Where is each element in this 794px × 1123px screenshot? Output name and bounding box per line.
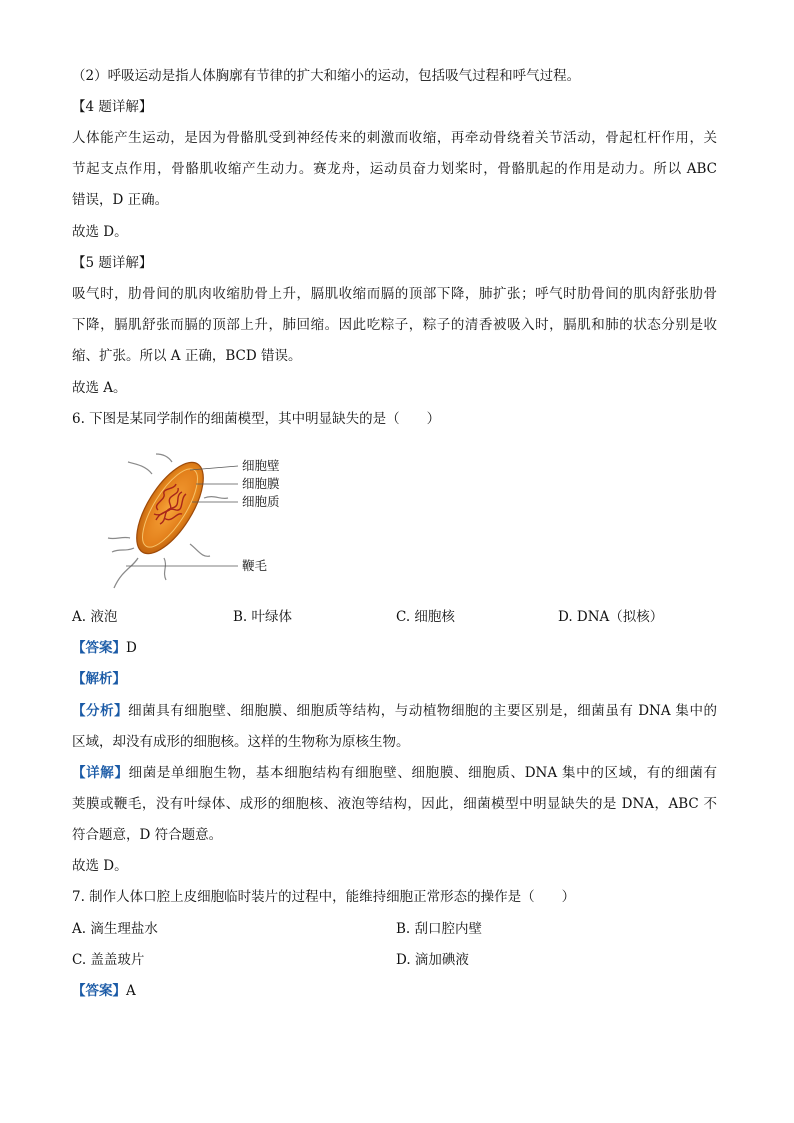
flagellum-right [204,497,228,499]
q6-xiangjie-tag: 【详解】 [72,765,129,781]
q4-conclusion: 故选 D。 [72,224,128,240]
flagellum-bottom [164,558,166,580]
q6-option-b: B. 叶绿体 [233,609,293,625]
q4-paragraph-line-3: 错误，D 正确。 [72,192,169,208]
label-cytoplasm: 细胞质 [242,494,280,509]
q4-paragraph-line-2: 节起支点作用，骨骼肌收缩产生动力。赛龙舟，运动员奋力划桨时，骨骼肌起的作用是动力。所以 ABC [72,161,717,177]
q5-conclusion: 故选 A。 [72,380,127,396]
q6-fenxi-line-2: 区域，却没有成形的细胞核。这样的生物称为原核生物。 [72,734,410,750]
q6-xiangjie-line-1 [72,763,717,783]
q6-xiangjie-line-3: 符合题意，D 符合题意。 [72,827,223,843]
label-flagellum: 鞭毛 [242,558,268,573]
q5-paragraph-line-2: 下降，膈肌舒张而膈的顶部上升，肺回缩。因此吃粽子，粽子的清香被吸入时，膈肌和肺的状态分别是收 [72,317,717,333]
q6-xiangjie-text-1: 细菌是单细胞生物，基本细胞结构有细胞壁、细胞膜、细胞质、DNA 集中的区域，有的细菌有 [128,765,717,781]
q7-option-a: A. 滴生理盐水 [72,921,158,937]
q7-option-c: C. 盖盖玻片 [72,952,145,968]
q7-answer-line [72,981,136,1001]
q6-fenxi-tag: 【分析】 [72,703,129,719]
q5-paragraph-line-3: 缩、扩张。所以 A 正确，BCD 错误。 [72,348,302,364]
q6-analysis-tag: 【解析】 [72,671,126,687]
label-cell-membrane: 细胞膜 [242,476,280,491]
q4-header: 【4 题详解】 [72,99,153,115]
q4-paragraph-line-1: 人体能产生运动，是因为骨骼肌受到神经传来的刺激而收缩，再牵动骨绕着关节活动，骨起杠杆作用，关 [72,130,717,146]
label-cell-wall: 细胞壁 [242,458,280,473]
q6-option-a: A. 液泡 [72,609,118,625]
flagellum-left [112,548,134,552]
q5-header: 【5 题详解】 [72,255,153,271]
intro-line: （2）呼吸运动是指人体胸廓有节律的扩大和缩小的运动，包括吸气过程和呼气过程。 [72,68,581,84]
q6-answer-tag: 【答案】 [72,640,126,656]
q7-option-d: D. 滴加碘液 [396,952,469,968]
q7-option-b: B. 刮口腔内壁 [396,921,483,937]
q7-answer-value: A [126,983,136,999]
q6-conclusion: 故选 D。 [72,858,128,874]
q6-option-d: D. DNA（拟核） [558,609,664,625]
flagellum-long [114,558,138,588]
q6-question: 6. 下图是某同学制作的细菌模型，其中明显缺失的是（ ） [72,411,441,427]
q6-option-c: C. 细胞核 [396,609,455,625]
q7-answer-tag: 【答案】 [72,983,126,999]
q6-xiangjie-line-2: 荚膜或鞭毛，没有叶绿体、成形的细胞核、液泡等结构，因此，细菌模型中明显缺失的是 DNA，ABC 不 [72,796,717,812]
q6-analysis-line [72,669,126,689]
q7-question: 7. 制作人体口腔上皮细胞临时装片的过程中，能维持细胞正常形态的操作是（ ） [72,889,576,905]
flagellum-left-2 [108,537,130,538]
q6-fenxi-line-1 [72,701,717,721]
document-page [72,0,722,1123]
q6-answer-line [72,638,137,658]
q6-fenxi-text-1: 细菌具有细胞壁、细胞膜、细胞质等结构，与动植物细胞的主要区别是，细菌虽有 DNA 集中的 [128,703,717,719]
bacteria-model-figure [92,448,312,598]
flagellum-top-left [128,462,152,474]
q5-paragraph-line-1: 吸气时，肋骨间的肌肉收缩肋骨上升，膈肌收缩而膈的顶部下降，肺扩张；呼气时肋骨间的肌肉舒张肋骨 [72,286,717,302]
flagellum-top [156,454,172,462]
flagellum-bottom-right [190,544,210,556]
q6-answer-value: D [126,640,137,656]
